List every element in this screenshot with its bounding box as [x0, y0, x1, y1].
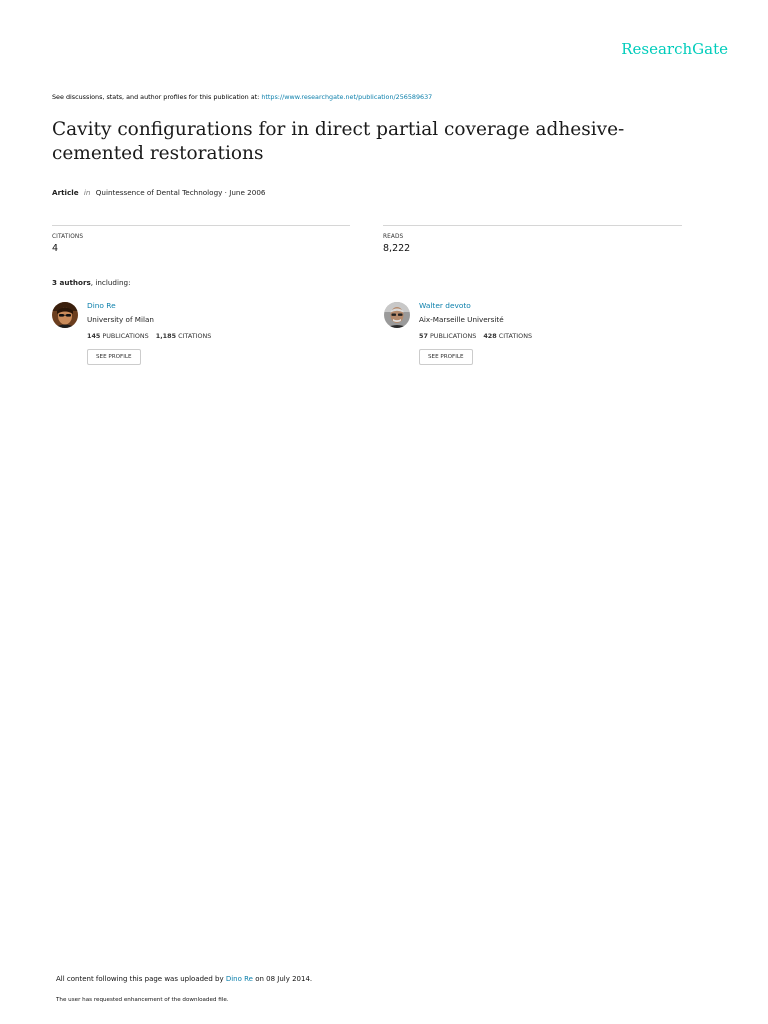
- author-avatar[interactable]: [52, 302, 78, 328]
- publication-meta: [52, 188, 265, 197]
- citations-count: 1,185: [155, 332, 177, 340]
- publications-label: PUBLICATIONS: [429, 332, 477, 340]
- publications-label: PUBLICATIONS: [102, 332, 149, 340]
- see-profile-button[interactable]: SEE PROFILE: [419, 349, 473, 365]
- publication-title: Cavity configurations for in direct partial coverage adhesive-cemented restorations: [52, 119, 625, 164]
- author-photo-icon: [52, 302, 78, 328]
- citations-label: CITATIONS: [498, 332, 533, 340]
- publications-count: 145: [87, 332, 101, 340]
- authors-count: 3 authors: [52, 278, 91, 287]
- citations-count: 428: [483, 332, 497, 340]
- author-stats: [87, 332, 211, 340]
- upload-suffix: on 08 July 2014.: [252, 975, 313, 983]
- author-affiliation: University of Milan: [87, 315, 154, 324]
- publications-count: 57: [419, 332, 428, 340]
- venue-date[interactable]: Quintessence of Dental Technology · June 2006: [95, 188, 266, 197]
- citations-label: CITATIONS: [178, 332, 212, 340]
- publication-type: Article: [52, 188, 79, 197]
- divider-right: [383, 225, 682, 226]
- uploader-link[interactable]: Dino Re: [225, 975, 253, 983]
- disclaimer-text: See discussions, stats, and author profiles for this publication at:: [52, 93, 262, 101]
- author-affiliation: Aix-Marseille Université: [419, 315, 504, 324]
- upload-note: [56, 975, 312, 983]
- author-name-link[interactable]: Walter devoto: [419, 301, 471, 310]
- upload-prefix: All content following this page was uploaded by: [56, 975, 226, 983]
- publication-url-link[interactable]: https://www.researchgate.net/publication/256589637: [261, 93, 433, 101]
- divider-left: [52, 225, 350, 226]
- reads-value: 8,222: [383, 243, 411, 254]
- in-word: in: [83, 188, 91, 197]
- citations-value: 4: [52, 243, 59, 254]
- author-name-link[interactable]: Dino Re: [87, 301, 116, 310]
- reads-label: READS: [383, 234, 404, 240]
- author-stats: [419, 332, 532, 340]
- enhancement-note: The user has requested enhancement of the downloaded file.: [56, 997, 229, 1003]
- researchgate-logo[interactable]: ResearchGate: [621, 40, 728, 58]
- authors-heading-rest: , including:: [90, 278, 131, 287]
- disclaimer-line: [52, 93, 432, 101]
- author-photo-icon: [384, 302, 410, 328]
- author-avatar[interactable]: [384, 302, 410, 328]
- see-profile-button[interactable]: SEE PROFILE: [87, 349, 141, 365]
- citations-label: CITATIONS: [52, 234, 84, 240]
- authors-heading: [52, 278, 131, 287]
